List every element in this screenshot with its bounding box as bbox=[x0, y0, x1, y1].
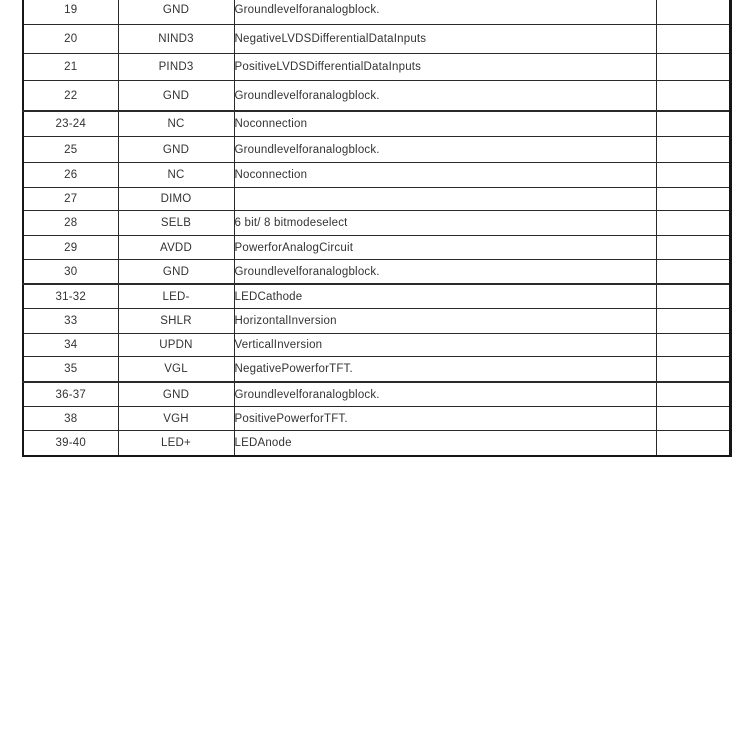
notes-cell bbox=[656, 81, 730, 112]
description-cell: Groundlevelforanalogblock. bbox=[234, 81, 656, 112]
table-row bbox=[23, 211, 730, 236]
description-cell: VerticalInversion bbox=[234, 334, 656, 357]
pin-cell: 19 bbox=[23, 0, 118, 25]
pin-cell: 23-24 bbox=[23, 111, 118, 137]
table-row bbox=[23, 334, 730, 357]
table-row bbox=[23, 431, 730, 457]
symbol-cell: GND bbox=[118, 81, 234, 112]
table-row bbox=[23, 309, 730, 334]
description-cell: PositiveLVDSDifferentialDataInputs bbox=[234, 54, 656, 81]
description-cell: HorizontalInversion bbox=[234, 309, 656, 334]
table-row bbox=[23, 284, 730, 309]
symbol-cell: GND bbox=[118, 382, 234, 407]
table-row bbox=[23, 382, 730, 407]
symbol-cell: DIMO bbox=[118, 188, 234, 211]
pin-cell: 20 bbox=[23, 25, 118, 54]
symbol-cell: SELB bbox=[118, 211, 234, 236]
pin-cell: 36-37 bbox=[23, 382, 118, 407]
pin-description-table bbox=[22, 0, 732, 457]
notes-cell bbox=[656, 211, 730, 236]
symbol-cell: PIND3 bbox=[118, 54, 234, 81]
table-row bbox=[23, 260, 730, 285]
description-cell: Groundlevelforanalogblock. bbox=[234, 0, 656, 25]
notes-cell bbox=[656, 260, 730, 285]
table-row bbox=[23, 111, 730, 137]
table-row bbox=[23, 54, 730, 81]
symbol-cell: NIND3 bbox=[118, 25, 234, 54]
pin-cell: 30 bbox=[23, 260, 118, 285]
table-row bbox=[23, 81, 730, 112]
table-row bbox=[23, 137, 730, 163]
notes-cell bbox=[656, 382, 730, 407]
pin-cell: 31-32 bbox=[23, 284, 118, 309]
pin-cell: 33 bbox=[23, 309, 118, 334]
notes-cell bbox=[656, 309, 730, 334]
notes-cell bbox=[656, 54, 730, 81]
description-cell: NegativeLVDSDifferentialDataInputs bbox=[234, 25, 656, 54]
description-cell: PositivePowerforTFT. bbox=[234, 407, 656, 431]
table-row bbox=[23, 0, 730, 25]
table-row bbox=[23, 236, 730, 260]
notes-cell bbox=[656, 357, 730, 383]
pin-cell: 38 bbox=[23, 407, 118, 431]
table-row bbox=[23, 407, 730, 431]
notes-cell bbox=[656, 407, 730, 431]
table-row bbox=[23, 188, 730, 211]
notes-cell bbox=[656, 137, 730, 163]
pin-cell: 34 bbox=[23, 334, 118, 357]
description-cell: PowerforAnalogCircuit bbox=[234, 236, 656, 260]
notes-cell bbox=[656, 431, 730, 457]
description-cell: Groundlevelforanalogblock. bbox=[234, 137, 656, 163]
pin-cell: 29 bbox=[23, 236, 118, 260]
symbol-cell: NC bbox=[118, 111, 234, 137]
symbol-cell: VGL bbox=[118, 357, 234, 383]
description-cell bbox=[234, 188, 656, 211]
pin-cell: 35 bbox=[23, 357, 118, 383]
symbol-cell: LED+ bbox=[118, 431, 234, 457]
description-cell: LEDAnode bbox=[234, 431, 656, 457]
pin-cell: 39-40 bbox=[23, 431, 118, 457]
description-cell: Groundlevelforanalogblock. bbox=[234, 260, 656, 285]
symbol-cell: GND bbox=[118, 137, 234, 163]
pin-cell: 27 bbox=[23, 188, 118, 211]
symbol-cell: GND bbox=[118, 260, 234, 285]
symbol-cell: NC bbox=[118, 163, 234, 188]
description-cell: NegativePowerforTFT. bbox=[234, 357, 656, 383]
pin-cell: 22 bbox=[23, 81, 118, 112]
description-cell: Noconnection bbox=[234, 163, 656, 188]
symbol-cell: AVDD bbox=[118, 236, 234, 260]
table-row bbox=[23, 357, 730, 383]
description-cell: Noconnection bbox=[234, 111, 656, 137]
pin-cell: 26 bbox=[23, 163, 118, 188]
symbol-cell: UPDN bbox=[118, 334, 234, 357]
notes-cell bbox=[656, 284, 730, 309]
pin-cell: 25 bbox=[23, 137, 118, 163]
notes-cell bbox=[656, 236, 730, 260]
notes-cell bbox=[656, 163, 730, 188]
description-cell: Groundlevelforanalogblock. bbox=[234, 382, 656, 407]
notes-cell bbox=[656, 25, 730, 54]
pin-cell: 21 bbox=[23, 54, 118, 81]
notes-cell bbox=[656, 111, 730, 137]
table-row bbox=[23, 163, 730, 188]
symbol-cell: GND bbox=[118, 0, 234, 25]
notes-cell bbox=[656, 188, 730, 211]
pin-cell: 28 bbox=[23, 211, 118, 236]
description-cell: 6 bit/ 8 bitmodeselect bbox=[234, 211, 656, 236]
description-cell: LEDCathode bbox=[234, 284, 656, 309]
symbol-cell: SHLR bbox=[118, 309, 234, 334]
notes-cell bbox=[656, 0, 730, 25]
notes-cell bbox=[656, 334, 730, 357]
symbol-cell: LED- bbox=[118, 284, 234, 309]
symbol-cell: VGH bbox=[118, 407, 234, 431]
table-row bbox=[23, 25, 730, 54]
